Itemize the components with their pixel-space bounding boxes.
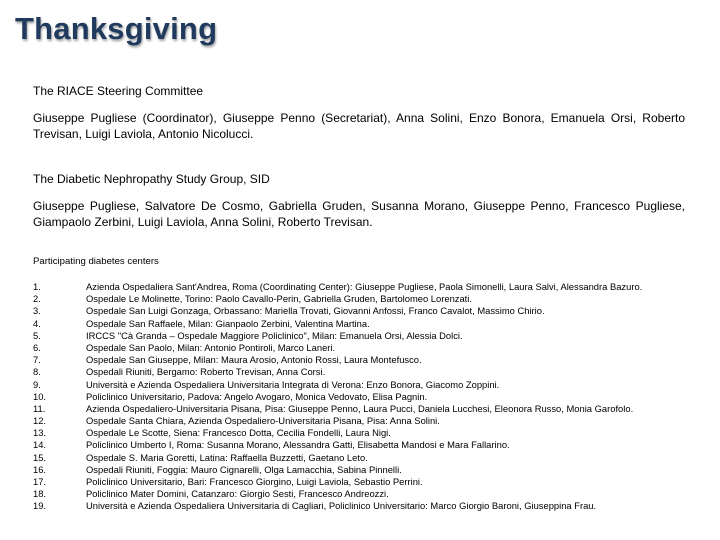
center-item bbox=[33, 305, 685, 317]
page-title: Thanksgiving bbox=[15, 11, 218, 46]
center-text: Ospedali Riuniti, Bergamo: Roberto Trevisan, Anna Corsi. bbox=[86, 366, 326, 378]
center-number: 10. bbox=[33, 390, 47, 402]
center-item bbox=[33, 379, 685, 391]
center-item bbox=[33, 318, 685, 330]
center-number: 1. bbox=[33, 281, 41, 292]
center-text: Policlinico Mater Domini, Catanzaro: Giorgio Sesti, Francesco Andreozzi. bbox=[86, 488, 389, 500]
center-item bbox=[33, 476, 685, 488]
centers-label: Participating diabetes centers bbox=[33, 256, 159, 267]
center-item bbox=[33, 342, 685, 354]
dnsg-members: Giuseppe Pugliese, Salvatore De Cosmo, Gabriella Gruden, Susanna Morano, Giuseppe Penno, Francesco Pugliese, Giampaolo Zerbini, Luigi Laviola, Anna Solini, Roberto Trevisan. bbox=[33, 199, 685, 229]
center-number: 17. bbox=[33, 476, 47, 487]
center-number: 13. bbox=[33, 427, 47, 439]
center-number: 6. bbox=[33, 341, 41, 353]
center-item bbox=[33, 452, 685, 464]
center-text: Ospedale San Giuseppe, Milan: Maura Arosio, Antonio Rossi, Laura Montefusco. bbox=[86, 354, 422, 366]
center-text: Azienda Ospedaliera Sant'Andrea, Roma (Coordinating Center): Giuseppe Pugliese, Paola Simonelli, Laura Salvi, Alessandra Bazuro. bbox=[86, 281, 643, 292]
center-text: Ospedale Le Molinette, Torino: Paolo Cavallo-Perin, Gabriella Gruden, Bartolomeo Lorenzati. bbox=[86, 293, 472, 305]
center-item bbox=[33, 427, 685, 439]
center-text: Ospedale San Raffaele, Milan: Gianpaolo Zerbini, Valentina Martina. bbox=[86, 317, 370, 329]
dnsg-heading: The Diabetic Nephropathy Study Group, SID bbox=[33, 172, 270, 186]
center-item bbox=[33, 391, 685, 403]
center-number: 5. bbox=[33, 329, 41, 341]
center-item bbox=[33, 439, 685, 451]
center-text: Azienda Ospedaliero-Universitaria Pisana, Pisa: Giuseppe Penno, Laura Pucci, Daniela Lucchesi, Eleonora Russo, Monia Garofolo. bbox=[86, 402, 634, 414]
center-number: 11. bbox=[33, 402, 46, 414]
center-text: IRCCS "Cà Granda – Ospedale Maggiore Policlinico", Milan: Emanuela Orsi, Alessia Dolci. bbox=[86, 329, 463, 341]
center-text: Università e Azienda Ospedaliera Universitaria Integrata di Verona: Enzo Bonora, Giacomo Zoppini. bbox=[86, 378, 500, 390]
center-item bbox=[33, 415, 685, 427]
center-text: Ospedale Santa Chiara, Azienda Ospedaliero-Universitaria Pisana, Pisa: Anna Solini. bbox=[86, 415, 440, 427]
center-text: Policlinico Universitario, Padova: Angelo Avogaro, Monica Vedovato, Elisa Pagnin. bbox=[86, 390, 428, 402]
center-number: 12. bbox=[33, 415, 47, 427]
center-number: 7. bbox=[33, 354, 41, 366]
center-item bbox=[33, 354, 685, 366]
center-item bbox=[33, 403, 685, 415]
center-text: Policlinico Universitario, Bari: Francesco Giorgino, Luigi Laviola, Sebastio Perrini. bbox=[86, 476, 423, 487]
center-text: Università e Azienda Ospedaliera Universitaria di Cagliari, Policlinico Universitario: Marco Giorgio Baroni, Giuseppina Frau. bbox=[86, 500, 597, 512]
center-text: Ospedali Riuniti, Foggia: Mauro Cignarelli, Olga Lamacchia, Sabina Pinnelli. bbox=[86, 463, 402, 475]
center-item bbox=[33, 366, 685, 378]
center-item bbox=[33, 500, 685, 512]
center-item bbox=[33, 330, 685, 342]
center-number: 4. bbox=[33, 317, 41, 329]
center-number: 8. bbox=[33, 366, 41, 378]
riace-heading: The RIACE Steering Committee bbox=[33, 84, 204, 98]
center-item bbox=[33, 464, 685, 476]
riace-members: Giuseppe Pugliese (Coordinator), Giuseppe Penno (Secretariat), Anna Solini, Enzo Bonora, Emanuela Orsi, Roberto Trevisan, Luigi Laviola, Antonio Nicolucci. bbox=[33, 111, 685, 141]
center-item bbox=[33, 293, 685, 305]
center-item bbox=[33, 281, 685, 293]
center-item bbox=[33, 488, 685, 500]
center-number: 2. bbox=[33, 293, 41, 305]
center-number: 18. bbox=[33, 488, 47, 500]
center-text: Policlinico Umberto I, Roma: Susanna Morano, Alessandra Gatti, Elisabetta Mandosi e Mara Fallarino. bbox=[86, 439, 510, 451]
center-number: 15. bbox=[33, 451, 47, 463]
center-text: Ospedale San Paolo, Milan: Antonio Pontiroli, Marco Laneri. bbox=[86, 341, 336, 353]
center-number: 14. bbox=[33, 439, 47, 451]
centers-list bbox=[33, 281, 685, 513]
center-number: 19. bbox=[33, 500, 47, 512]
center-number: 3. bbox=[33, 305, 41, 317]
center-number: 9. bbox=[33, 378, 41, 390]
center-text: Ospedale San Luigi Gonzaga, Orbassano: Mariella Trovati, Giovanni Anfossi, Franco Cavalot, Massimo Chirio. bbox=[86, 305, 545, 317]
center-text: Ospedale S. Maria Goretti, Latina: Raffaella Buzzetti, Gaetano Leto. bbox=[86, 451, 368, 463]
center-number: 16. bbox=[33, 463, 47, 475]
center-text: Ospedale Le Scotte, Siena: Francesco Dotta, Cecilia Fondelli, Laura Nigi. bbox=[86, 427, 391, 439]
acknowledgements-body bbox=[33, 84, 685, 513]
